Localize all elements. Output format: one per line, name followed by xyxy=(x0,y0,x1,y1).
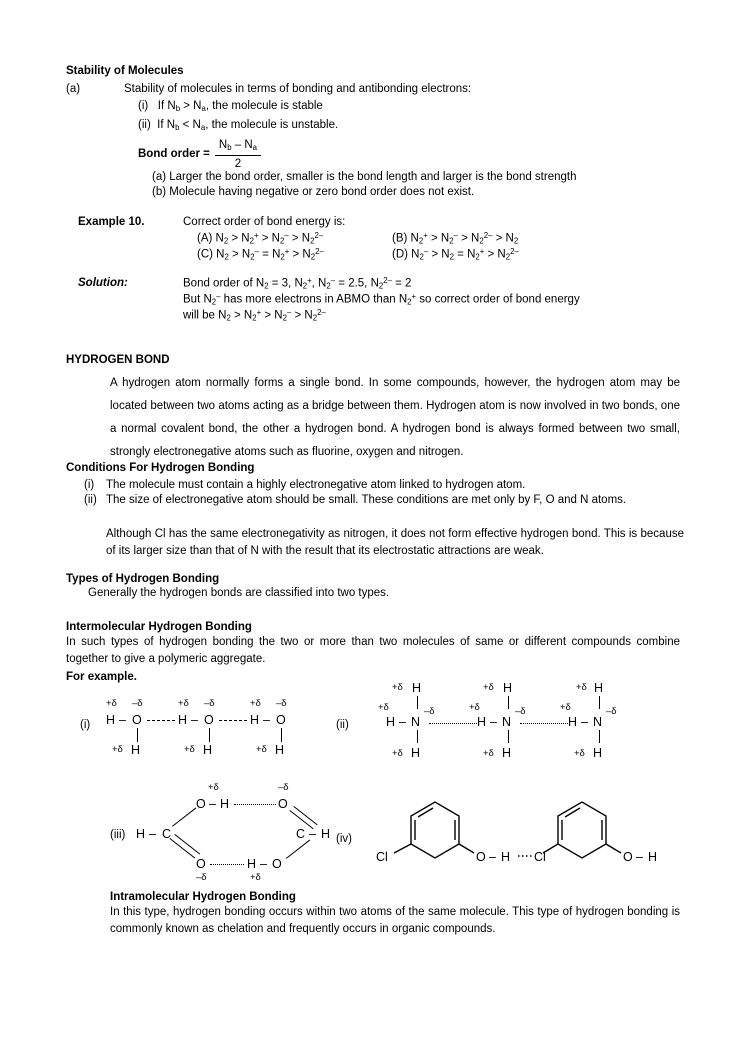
delta-plus-n1-bottom: +δ xyxy=(392,748,403,759)
atom-o3: O xyxy=(276,713,286,727)
diagram-label-ii: (ii) xyxy=(336,719,349,731)
heading-intermolecular-hydrogen-bonding: Intermolecular Hydrogen Bonding xyxy=(66,621,252,633)
heading-stability-of-molecules: Stability of Molecules xyxy=(66,65,184,77)
benzene-right-inner-2 xyxy=(565,808,580,817)
hydrogen-bond-line-2 xyxy=(219,720,247,721)
example-option-a: (A) $N_2 > N_2^+ > N_2^- > N_2^{2-}$ xyxy=(197,231,324,246)
bond-h-o-bottom: – xyxy=(260,857,267,871)
list-marker-a: (a) xyxy=(66,83,81,95)
heading-hydrogen-bond: HYDROGEN BOND xyxy=(66,354,170,366)
hydrogen-bond-line-top xyxy=(234,804,276,805)
atom-h-n2-left: H xyxy=(477,715,487,729)
atom-h2: H xyxy=(178,713,188,727)
delta-plus-n2-left: +δ xyxy=(469,702,480,713)
condition-marker-i: (i) xyxy=(84,479,95,491)
bond-order-fraction xyxy=(215,138,261,172)
atom-h-n1-top: H xyxy=(412,681,422,695)
hydrogen-bond-paragraph: A hydrogen atom normally forms a single bond. In some compounds, however, the hydrogen atom may be located between two atoms acting as a bridge between them. Hydrogen atom is now involved in two bonds, one a normal covalent bond, the other a hydrogen bond. A hydrogen bond is always formed between two small, strongly electronegative atoms such as fluorine, oxygen and nitrogen. xyxy=(110,377,680,458)
bond-order-point-b: (b) Molecule having negative or zero bond order does not exist. xyxy=(152,186,475,198)
atom-h2b: H xyxy=(203,743,213,757)
delta-plus-top: +δ xyxy=(208,782,219,793)
bond-n3-bottom xyxy=(599,730,600,743)
bond-h-n2: – xyxy=(490,715,497,729)
benzene-ring-left xyxy=(411,802,459,858)
benzene-left-inner-2 xyxy=(418,808,433,817)
atom-cl-right: Cl xyxy=(534,850,546,864)
bond-n1-top xyxy=(417,696,418,709)
bond-o-left xyxy=(459,844,474,853)
delta-plus-bottomright: +δ xyxy=(250,872,261,883)
atom-o1: O xyxy=(132,713,142,727)
bond-h2-o2: – xyxy=(191,713,198,727)
bond-order-denominator: 2 xyxy=(215,155,261,173)
bond-c-o-topleft xyxy=(172,808,196,827)
atom-h-left-iv: H xyxy=(501,850,511,864)
diagram-chlorophenol xyxy=(336,778,676,883)
atom-h-left: H xyxy=(136,827,146,841)
atom-o-topright: O xyxy=(278,797,288,811)
bond-o3-h3b xyxy=(281,728,282,742)
atom-h-n3-bottom: H xyxy=(593,746,603,760)
bond-order-point-a: (a) Larger the bond order, smaller is the bond length and larger is the bond strength xyxy=(152,171,577,183)
solution-line-1: Bond order of $N_2 = 3$, $N_2^+$, $N_2^- = 2.5$, $N_2^{2-} = 2$ xyxy=(183,276,412,291)
example-option-c: (C) $N_2 > N_2^- = N_2^+ > N_2^{2-}$ xyxy=(197,247,324,262)
delta-minus-o2: –δ xyxy=(204,698,215,709)
stability-intro-text: Stability of molecules in terms of bonding and antibonding electrons: xyxy=(124,83,472,95)
bond-o1-h1b xyxy=(137,728,138,742)
bond-cl-left xyxy=(394,844,411,853)
heading-types-of-hydrogen-bonding: Types of Hydrogen Bonding xyxy=(66,573,220,585)
delta-plus-h2: +δ xyxy=(178,698,189,709)
solution-line-3: will be $N_2 > N_2^+ > N_2^- > N_2^{2-}$ xyxy=(183,308,326,323)
atom-h-n3-top: H xyxy=(594,681,604,695)
bond-h3-o3: – xyxy=(263,713,270,727)
hydrogen-bond-line-n2 xyxy=(520,723,568,724)
delta-plus-n3-left: +δ xyxy=(560,702,571,713)
condition-marker-ii: (ii) xyxy=(84,494,97,506)
atom-n2: N xyxy=(502,715,512,729)
solution-label: Solution: xyxy=(78,277,128,289)
atom-c-right: C xyxy=(296,827,306,841)
delta-plus-n3-bottom: +δ xyxy=(574,748,585,759)
atom-h-right: H xyxy=(321,827,331,841)
diagram-label-i: (i) xyxy=(80,719,91,731)
delta-plus-n1-top: +δ xyxy=(392,682,403,693)
atom-h-n1-left: H xyxy=(386,715,396,729)
delta-plus-h3: +δ xyxy=(250,698,261,709)
condition-text-i: The molecule must contain a highly electronegative atom linked to hydrogen atom. xyxy=(106,479,526,491)
bond-o-h-left: – xyxy=(489,850,496,864)
intramolecular-description: In this type, hydrogen bonding occurs within two atoms of the same molecule. This type of hydrogen bonding is commonly known as chelation and frequently occurs in organic compounds. xyxy=(110,906,680,936)
heading-intramolecular-hydrogen-bonding: Intramolecular Hydrogen Bonding xyxy=(110,891,296,903)
atom-h-right-iv: H xyxy=(648,850,658,864)
atom-c-left: C xyxy=(162,827,172,841)
delta-minus-n1: –δ xyxy=(424,706,435,717)
diagram-label-iv: (iv) xyxy=(336,833,352,845)
intermolecular-description: In such types of hydrogen bonding the two or more than two molecules of same or different compounds combine together to give a polymeric aggregate. xyxy=(66,636,680,666)
bond-n3-top xyxy=(599,696,600,709)
bond-order-numerator: $N_b - N_a$ xyxy=(218,139,258,153)
atom-h-bottom: H xyxy=(247,857,257,871)
bond-o2-h2b xyxy=(209,728,210,742)
example-question: Correct order of bond energy is: xyxy=(183,216,346,228)
diagram-label-iii: (iii) xyxy=(110,829,126,841)
atom-h-n2-top: H xyxy=(503,681,513,695)
delta-plus-n1-left: +δ xyxy=(378,702,389,713)
atom-h-top: H xyxy=(220,797,230,811)
atom-o-left: O xyxy=(476,850,486,864)
chlorophenol-structure-svg xyxy=(336,778,676,883)
delta-minus-o1: –δ xyxy=(132,698,143,709)
atom-h1b: H xyxy=(131,743,141,757)
stability-condition-i: (i) If $N_b > N_a$, the molecule is stable xyxy=(138,100,323,114)
bond-order-label: Bond order = xyxy=(138,148,210,161)
atom-o-bottomright: O xyxy=(272,857,282,871)
delta-plus-h3b: +δ xyxy=(256,744,267,755)
delta-plus-h1b: +δ xyxy=(112,744,123,755)
atom-o-bottomleft: O xyxy=(196,857,206,871)
diagram-water-chain xyxy=(80,690,330,770)
types-description: Generally the hydrogen bonds are classified into two types. xyxy=(88,587,390,599)
hydrogen-bond-line-1 xyxy=(147,720,175,721)
atom-o-right: O xyxy=(623,850,633,864)
solution-line-2: But $N_2^-$ has more electrons in ABMO than $N_2^+$ so correct order of bond energy xyxy=(183,292,580,307)
delta-plus-h2b: +δ xyxy=(184,744,195,755)
delta-minus-n2: –δ xyxy=(515,706,526,717)
bond-order-formula xyxy=(138,138,261,172)
delta-minus-bottomleft: –δ xyxy=(196,872,207,883)
although-cl-paragraph: Although Cl has the same electronegativity as nitrogen, it does not form effective hydrogen bond. This is because of its larger size than that of N with the result that its electrostatic attractions are weak. xyxy=(106,528,684,558)
hydrogen-bond-line-n1 xyxy=(429,723,477,724)
bond-h-c-left: – xyxy=(149,827,156,841)
condition-text-ii: The size of electronegative atom should be small. These conditions are met only by F, O and N atoms. xyxy=(106,494,627,506)
atom-o2: O xyxy=(204,713,214,727)
atom-h-n2-bottom: H xyxy=(502,746,512,760)
diagram-acid-dimer xyxy=(110,778,340,883)
diagram-ammonia-chain xyxy=(336,676,676,776)
bond-o-h-right: – xyxy=(636,850,643,864)
bond-h-n1: – xyxy=(399,715,406,729)
delta-minus-o3: –δ xyxy=(276,698,287,709)
atom-o-topleft: O xyxy=(196,797,206,811)
bond-n1-bottom xyxy=(417,730,418,743)
bond-h-n3: – xyxy=(581,715,588,729)
example-label: Example 10. xyxy=(78,216,145,228)
bond-c-h-right: – xyxy=(309,827,316,841)
atom-h3: H xyxy=(250,713,260,727)
bond-n2-bottom xyxy=(508,730,509,743)
atom-h-n1-bottom: H xyxy=(411,746,421,760)
example-option-b: (B) $N_2^+ > N_2^- > N_2^{2-} > N_2$ xyxy=(392,231,519,246)
bond-o-right xyxy=(606,844,621,853)
benzene-ring-right xyxy=(558,802,606,858)
example-option-d: (D) $N_2^- > N_2 = N_2^+ > N_2^{2-}$ xyxy=(392,247,519,262)
atom-n1: N xyxy=(411,715,421,729)
atom-cl-left: Cl xyxy=(376,850,388,864)
bond-n2-top xyxy=(508,696,509,709)
hydrogen-bond-line-bottom xyxy=(210,864,244,865)
atom-h-n3-left: H xyxy=(568,715,578,729)
atom-h3b: H xyxy=(275,743,285,757)
bond-h1-o1: – xyxy=(119,713,126,727)
atom-h1: H xyxy=(106,713,116,727)
delta-plus-h1: +δ xyxy=(106,698,117,709)
delta-plus-n2-bottom: +δ xyxy=(483,748,494,759)
heading-conditions-for-hydrogen-bonding: Conditions For Hydrogen Bonding xyxy=(66,462,255,474)
delta-minus-topright: –δ xyxy=(278,782,289,793)
atom-n3: N xyxy=(593,715,603,729)
stability-condition-ii: (ii) If $N_b < N_a$, the molecule is unstable. xyxy=(138,119,339,133)
delta-plus-n3-top: +δ xyxy=(576,682,587,693)
for-example-label: For example. xyxy=(66,671,137,683)
delta-minus-n3: –δ xyxy=(606,706,617,717)
delta-plus-n2-top: +δ xyxy=(483,682,494,693)
bond-o-h-top: – xyxy=(209,797,216,811)
